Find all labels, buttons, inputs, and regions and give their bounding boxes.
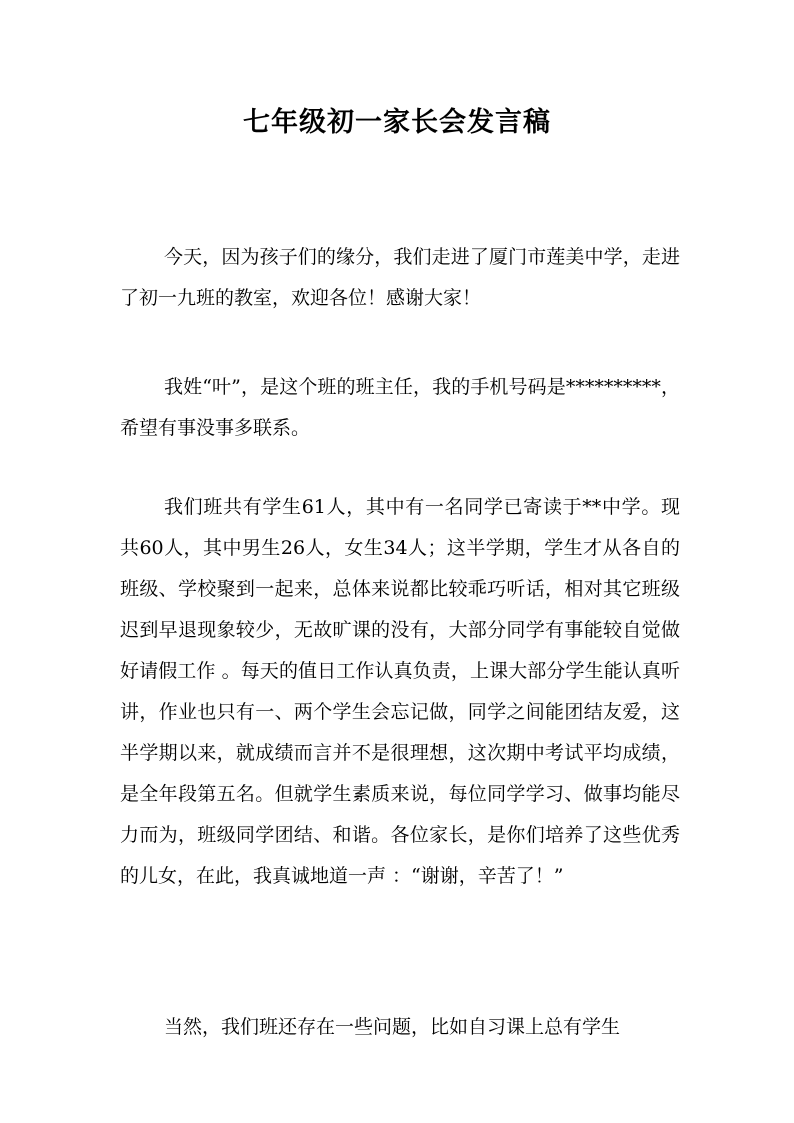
paragraph-class-summary: 我们班共有学生61人，其中有一名同学已寄读于**中学。现共60人，其中男生26人，女生34人；这半学期，学生才从各自的班级、学校聚到一起来，总体来说都比较乖巧听话，相对其它班级迟到早退现象较少，无故旷课的没有，大部分同学有事能较自觉做好请假工作 。每天的值日工作认真负责，上课大部分学生能认真听讲，作业也只有一、两个学生会忘记做，同学之间能团结友爱，这半学期以来，就成绩而言并不是很理想，这次期中考试平均成绩，是全年段第五名。但就学生素质来说，每位同学学习、做事均能尽力而为，班级同学团结、和谐。各位家长，是你们培养了这些优秀的儿女，在此，我真诚地道一声 ：“谢谢，辛苦了！” xyxy=(120,496,680,887)
document-title: 七年级初一家长会发言稿 xyxy=(243,107,551,138)
paragraph-introduction: 我姓“叶”，是这个班的班主任，我的手机号码是**********，希望有事没事多联系。 xyxy=(120,376,680,439)
paragraph-welcome: 今天，因为孩子们的缘分，我们走进了厦门市莲美中学，走进了初一九班的教室，欢迎各位！感谢大家！ xyxy=(120,246,680,309)
paragraph-problems: 当然，我们班还存在一些问题，比如自习课上总有学生 xyxy=(164,1016,621,1038)
